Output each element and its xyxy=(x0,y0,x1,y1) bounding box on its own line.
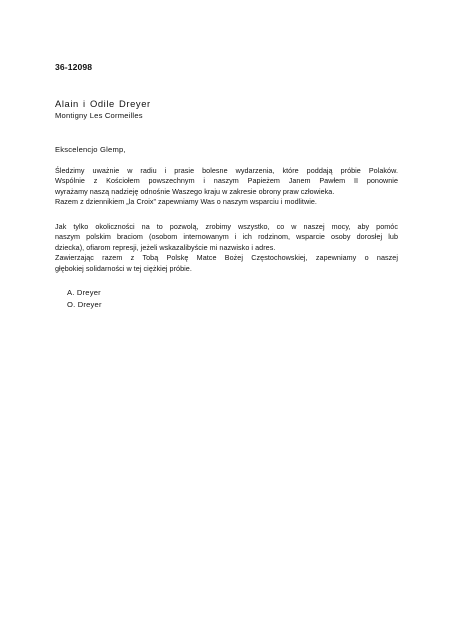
paragraph-line: Razem z dziennikiem „la Croix” zapewniamy Was o naszym wsparciu i modlitwie. xyxy=(55,197,317,207)
sender-name: Alain i Odile Dreyer xyxy=(55,98,151,109)
paragraph-line: głębokiej solidarności w tej ciężkiej próbie. xyxy=(55,263,192,273)
signature-line: A. Dreyer xyxy=(67,288,101,297)
reference-number: 36-12098 xyxy=(55,62,93,72)
paragraph-line: naszym polskim braciom (osobom internowanym i ich rodzinom, wsparcie osoby dorosłej lub xyxy=(55,232,398,242)
signature-block xyxy=(67,287,102,311)
paragraph-line: Wspólnie z Kościołem powszechnym i naszym Papieżem Janem Pawłem II ponownie xyxy=(55,176,398,186)
salutation: Ekscelencjo Glemp, xyxy=(55,145,126,154)
signature-line: O. Dreyer xyxy=(67,300,102,310)
paragraph-line: Zawierzając razem z Tobą Polskę Matce Bożej Częstochowskiej, zapewniamy o naszej xyxy=(55,253,398,263)
paragraph-line: Jak tylko okoliczności na to pozwolą, zrobimy wszystko, co w naszej mocy, aby pomóc xyxy=(55,222,398,231)
paragraph-1 xyxy=(55,166,398,208)
sender-place: Montigny Les Cormeilles xyxy=(55,111,143,120)
paragraph-line: dziecka), ofiarom represji, jeżeli wskazalibyście mi nazwisko i adres. xyxy=(55,242,276,252)
paragraph-line: wyrażamy naszą nadzieję odnośnie Waszego kraju w zakresie obrony praw człowieka. xyxy=(55,186,335,196)
paragraph-line: Śledzimy uważnie w radiu i prasie bolesne wydarzenia, które poddają próbie Polaków. xyxy=(55,166,398,175)
paragraph-2 xyxy=(55,222,398,274)
